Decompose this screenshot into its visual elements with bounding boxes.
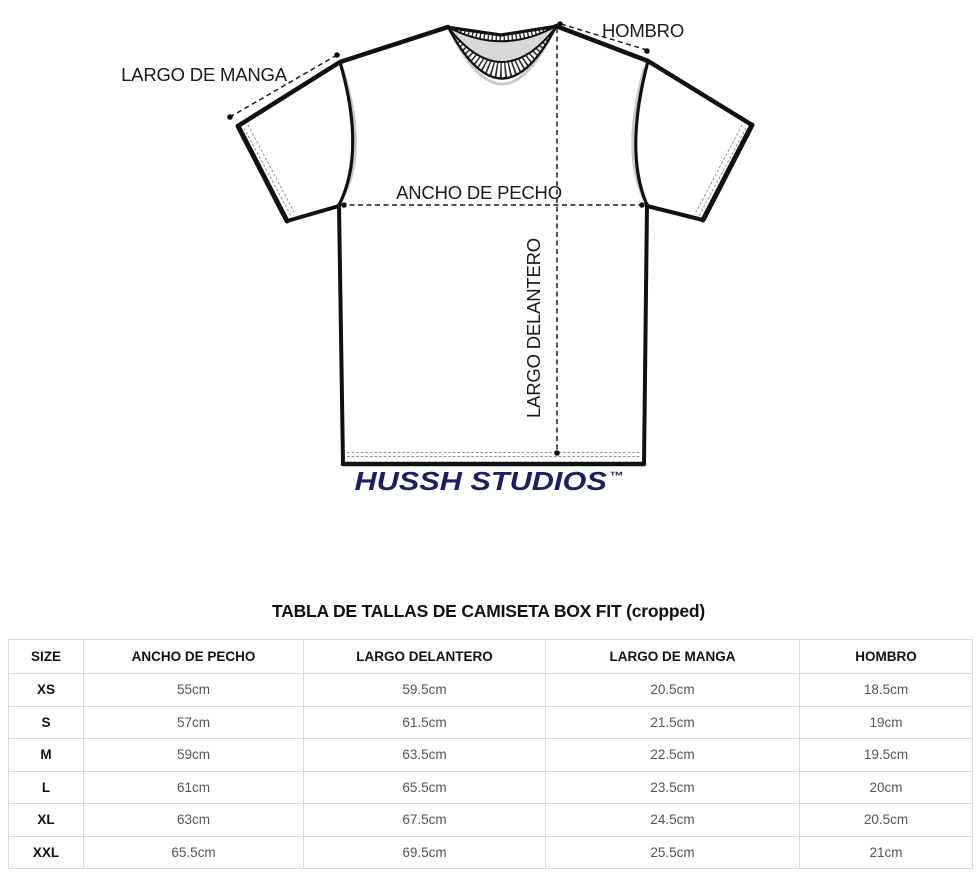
left-sleeve-hem-stitch [244,128,291,216]
sleeve-value: 24.5cm [546,804,800,837]
sleeve-length-label: LARGO DE MANGA [121,64,287,85]
chest-width-label: ANCHO DE PECHO [396,182,562,203]
column-header-sleeve: LARGO DE MANGA [546,640,800,674]
chest-value: 57cm [84,706,304,739]
chest-value: 55cm [84,674,304,707]
measure-dot [334,52,340,58]
brand-name: HUSSH STUDIOS [354,466,607,496]
column-header-front-length: LARGO DELANTERO [304,640,546,674]
sleeve-value: 21.5cm [546,706,800,739]
measure-dot [644,48,650,54]
table-row [9,804,973,837]
size-label: XXL [9,836,84,869]
sleeve-value: 22.5cm [546,739,800,772]
size-label: M [9,739,84,772]
shoulder-value: 21cm [800,836,973,869]
measure-dot [557,21,563,27]
table-row [9,706,973,739]
size-label: XS [9,674,84,707]
front-length-value: 65.5cm [304,771,546,804]
table-row [9,739,973,772]
chest-value: 61cm [84,771,304,804]
trademark-symbol: ™ [608,469,623,483]
left-sleeve-bottom [287,206,339,221]
shoulder-value: 20.5cm [800,804,973,837]
front-length-value: 59.5cm [304,674,546,707]
shoulder-value: 19cm [800,706,973,739]
size-label: S [9,706,84,739]
body-right-edge [644,205,647,464]
size-chart-table [8,639,973,869]
right-sleeve-opening [703,125,752,220]
right-sleeve-hem-stitch [699,128,746,216]
left-sleeve-hem-stitch [248,125,294,212]
size-chart-title: TABLA DE TALLAS DE CAMISETA BOX FIT (cropped) [271,601,705,621]
right-sleeve-hem-stitch [696,125,742,212]
table-row [9,771,973,804]
measure-dot [639,202,645,208]
shoulder-value: 20cm [800,771,973,804]
right-sleeve-bottom [647,206,703,220]
table-row [9,836,973,869]
chest-value: 59cm [84,739,304,772]
shoulder-value: 18.5cm [800,674,973,707]
sleeve-value: 23.5cm [546,771,800,804]
front-length-value: 63.5cm [304,739,546,772]
measure-dot [227,114,233,120]
shoulder-label: HOMBRO [601,20,685,41]
measure-dot [554,450,560,456]
chest-value: 63cm [84,804,304,837]
table-row [9,674,973,707]
brand-logo [0,466,977,497]
left-sleeve-opening [238,126,287,221]
sleeve-value: 25.5cm [546,836,800,869]
measure-dot [341,202,347,208]
size-label: XL [9,804,84,837]
front-length-value: 61.5cm [304,706,546,739]
front-length-value: 69.5cm [304,836,546,869]
column-header-chest: ANCHO DE PECHO [84,640,304,674]
size-label: L [9,771,84,804]
front-length-label: LARGO DELANTERO [523,238,544,418]
front-length-value: 67.5cm [304,804,546,837]
column-header-shoulder: HOMBRO [800,640,973,674]
header-row [9,640,973,674]
column-header-size: SIZE [9,640,84,674]
sleeve-value: 20.5cm [546,674,800,707]
shoulder-value: 19.5cm [800,739,973,772]
body-left-edge [339,205,343,464]
chest-value: 65.5cm [84,836,304,869]
